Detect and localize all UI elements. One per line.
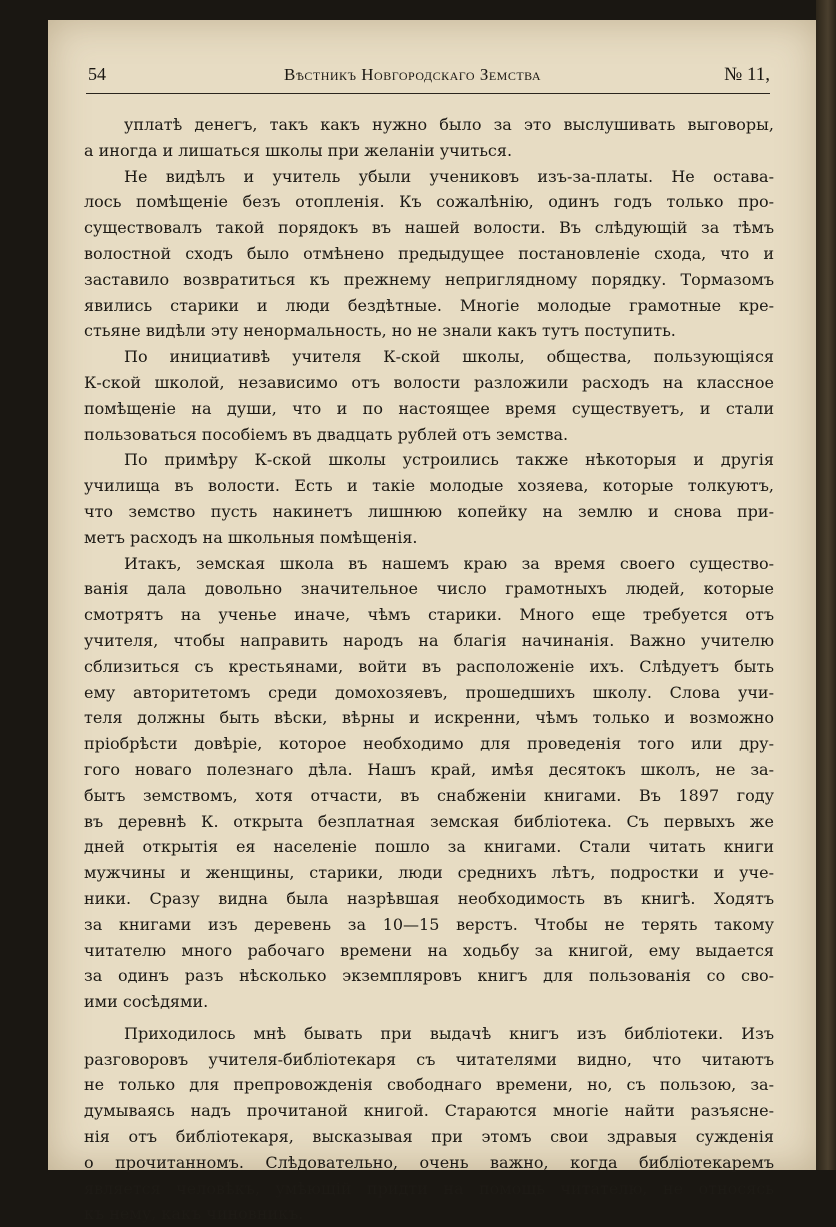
text-line: читателю много рабочаго времени на ходьбу за книгой, ему выдается xyxy=(84,940,774,960)
paragraph xyxy=(84,1021,774,1227)
text-line: а иногда и лишаться школы при желанiи учиться. xyxy=(84,140,513,160)
text-line: гого новаго полезнаго дѣла. Нашъ край, имѣя десятокъ школъ, не за- xyxy=(84,759,774,779)
text-line: стьяне видѣли эту ненормальность, но не знали какъ тутъ поступить. xyxy=(84,321,676,341)
text-line: теля должны быть вѣски, вѣрны и искренни, чѣмъ только и возможно xyxy=(84,708,774,728)
text-line: прiобрѣсти довѣрiе, которое необходимо для проведенiя того или дру- xyxy=(84,734,774,754)
text-line: не только для препровожденiя свободнаго времени, но, съ пользою, за- xyxy=(84,1075,774,1095)
page-header xyxy=(88,62,770,92)
text-line: думываясь надъ прочитаной книгой. Стараются многiе найти разъясне- xyxy=(84,1101,774,1121)
text-line: помѣщенiе на души, что и по настоящее время существуетъ, и стали xyxy=(84,398,774,418)
text-line: ему авторитетомъ среди домохозяевъ, прошедшихъ школу. Слова учи- xyxy=(84,682,774,702)
text-line: сблизиться съ крестьянами, войти въ расположенiе ихъ. Слѣдуетъ быть xyxy=(84,656,774,676)
text-line: По инициативѣ учителя К-ской школы, общества, пользующiяся xyxy=(124,347,774,367)
text-line: мужчины и женщины, старики, люди среднихъ лѣтъ, подростки и уче- xyxy=(84,863,774,883)
paragraph xyxy=(84,164,774,345)
text-line: заставило возвратиться къ прежнему неприглядному порядку. Тормазомъ xyxy=(84,269,774,289)
text-line: о прочитанномъ. Слѣдовательно, очень важно, когда библiотекаремъ xyxy=(84,1152,774,1172)
text-line: лось помѣщенiе безъ отопленiя. Къ сожалѣнiю, одинъ годъ только про- xyxy=(84,192,774,212)
text-line: въ деревнѣ К. открыта безплатная земская библiотека. Съ первыхъ же xyxy=(84,811,774,831)
text-line: за книгами изъ деревень за 10—15 верстъ. Чтобы не терять такому xyxy=(84,914,774,934)
paragraph xyxy=(84,551,774,1015)
text-line: бытъ земствомъ, хотя отчасти, въ снабженiи книгами. Въ 1897 году xyxy=(84,785,774,805)
text-line: волостной сходъ было отмѣнено предыдущее постановленiе схода, что и xyxy=(84,243,774,263)
text-line: учителя, чтобы направить народъ на благiя начинанiя. Важно учителю xyxy=(84,630,774,650)
text-line: за одинъ разъ нѣсколько экземпляровъ книгъ для пользованiя со сво- xyxy=(84,966,774,986)
text-line: разговоровъ учителя-библiотекаря съ читателями видно, что читаютъ xyxy=(84,1049,774,1069)
text-line: ванiя дала довольно значительное число грамотныхъ людей, которые xyxy=(84,579,774,599)
text-line: къ нему, какъ чиновникъ. xyxy=(84,1204,304,1224)
book-spine-edge xyxy=(816,0,836,1170)
text-line: пользоваться пособiемъ въ двадцать рублей отъ земства. xyxy=(84,424,569,444)
paragraph xyxy=(84,447,774,550)
text-line: является человѣкъ, умѣющiй придти на помощь читателю, не относясь xyxy=(84,1178,774,1198)
text-line: Не видѣлъ и учитель убыли учениковъ изъ-за-платы. Не остава- xyxy=(124,166,774,186)
text-line: что земство пусть накинетъ лишнюю копейку на землю и снова при- xyxy=(84,501,774,521)
page-number: 54 xyxy=(88,64,106,84)
text-line: ники. Сразу видна была назрѣвшая необходимость въ книгѣ. Ходятъ xyxy=(84,888,774,908)
text-line: К-ской школой, независимо отъ волости разложили расходъ на классное xyxy=(84,372,774,392)
text-line: нiя отъ библiотекаря, высказывая при этомъ свои здравыя сужденiя xyxy=(84,1127,774,1147)
paragraph xyxy=(84,112,774,164)
journal-title: Вѣстникъ Новгородскаго Земства xyxy=(284,65,542,84)
text-line: ими сосѣдями. xyxy=(84,992,209,1012)
text-line: явились старики и люди бездѣтные. Многiе молодые грамотные кре- xyxy=(84,295,774,315)
text-line: По примѣру К-ской школы устроились также нѣкоторыя и другiя xyxy=(124,450,774,470)
text-line: училища въ волости. Есть и такiе молодые хозяева, которые толкуютъ, xyxy=(84,476,774,496)
text-line: существовалъ такой порядокъ въ нашей волости. Въ слѣдующiй за тѣмъ xyxy=(84,218,774,238)
paragraph xyxy=(84,344,774,447)
issue-number: № 11, xyxy=(724,64,770,85)
text-line: смотрятъ на ученье иначе, чѣмъ старики. Много еще требуется отъ xyxy=(84,605,774,625)
header-rule xyxy=(86,93,770,94)
text-line: метъ расходъ на школьныя помѣщенiя. xyxy=(84,527,418,547)
article-body xyxy=(84,112,774,1227)
text-line: дней открытiя ея населенiе пошло за книгами. Стали читать книги xyxy=(84,837,774,857)
text-line: уплатѣ денегъ, такъ какъ нужно было за это выслушивать выговоры, xyxy=(124,115,774,134)
text-line: Итакъ, земская школа въ нашемъ краю за время своего существо- xyxy=(124,553,774,573)
text-line: Приходилось мнѣ бывать при выдачѣ книгъ изъ библiотеки. Изъ xyxy=(124,1023,774,1043)
